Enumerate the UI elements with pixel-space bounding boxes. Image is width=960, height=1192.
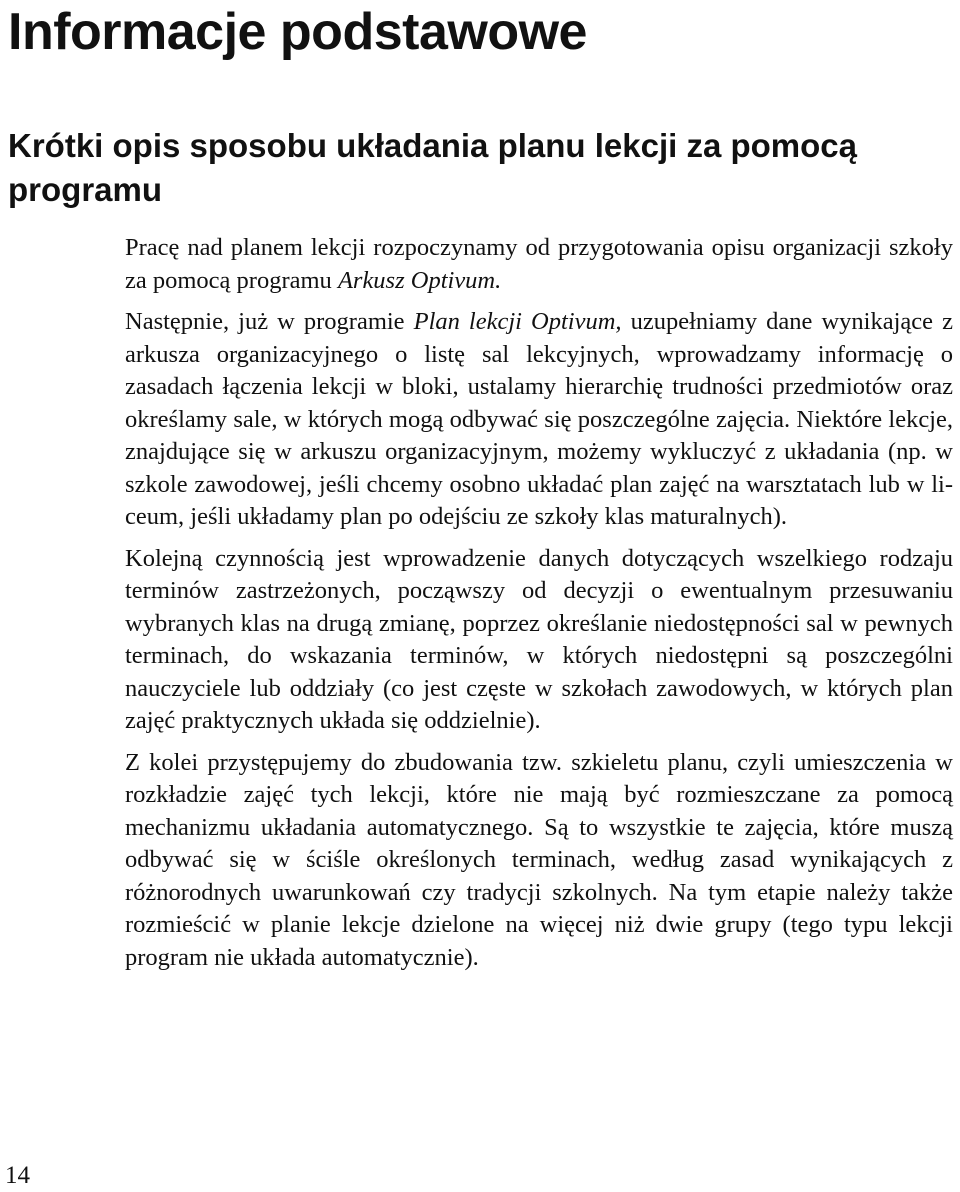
page-number: 14 [5,1162,30,1189]
program-name: Arkusz Optivum. [337,266,502,294]
paragraph [125,543,953,738]
program-name: Plan lekcji Optivum, [413,308,622,335]
paragraph [125,747,953,975]
paragraph-text: Następnie, już w programie [125,308,414,335]
section-title: Krótki opis sposobu układania planu lekcji za pomocą programu [8,127,858,208]
paragraph-text: Z kolei przystępujemy do zbudowania tzw. szkieletu planu, czyli umieszczenia w rozkładzie zajęć tych lekcji, które nie mają być rozmieszczane za pomocą mechanizmu układania automatycznego. Są to wszystkie te zajęcia, które muszą odbywać się w ściśle określonych terminach, według zasad wynikających z różnorodnych uwarunkowań czy tradycji szkolnych. Na tym etapie należy także rozmieścić w planie lekcje dzielone na więcej niż dwie grupy (tego typu lekcji program nie układa automatycznie). [125,748,953,971]
paragraph-text: Pracę nad planem lekcji rozpoczynamy od przygotowania opisu organizacji szkoły za pomocą programu [125,234,953,294]
paragraph-text: uzupełniamy dane wynikające z arkusza organizacyjnego o listę sal lekcyjnych, wprowadzamy informację o zasadach łączenia lekcji w bloki, ustalamy hierarchię trudności przedmiotów oraz określamy sale, w których mogą odbywać się poszczególne zajęcia. Niektóre lekcje, znajdujące się w arkuszu organizacyjnym, możemy wykluczyć z układania (np. w szkole zawodowej, jeśli chcemy osobno układać plan zajęć na warsztatach lub w liceum, jeśli układamy plan po odejściu ze szkoły klas maturalnych). [125,308,953,530]
body-text [125,232,953,983]
paragraph [125,232,953,297]
paragraph [125,306,953,534]
chapter-title: Informacje podstawowe [8,3,587,61]
paragraph-text: Kolejną czynnością jest wprowadzenie danych dotyczących wszelkiego rodzaju terminów zastrzeżonych, począwszy od decyzji o ewentualnym przesuwaniu wybranych klas na drugą zmianę, poprzez określanie niedostępności sal w pewnych terminach, do wskazania terminów, w których niedostępni są poszczególni nauczyciele lub oddziały (co jest częste w szkołach zawodowych, w których plan zajęć praktycznych układa się oddzielnie). [125,544,953,734]
